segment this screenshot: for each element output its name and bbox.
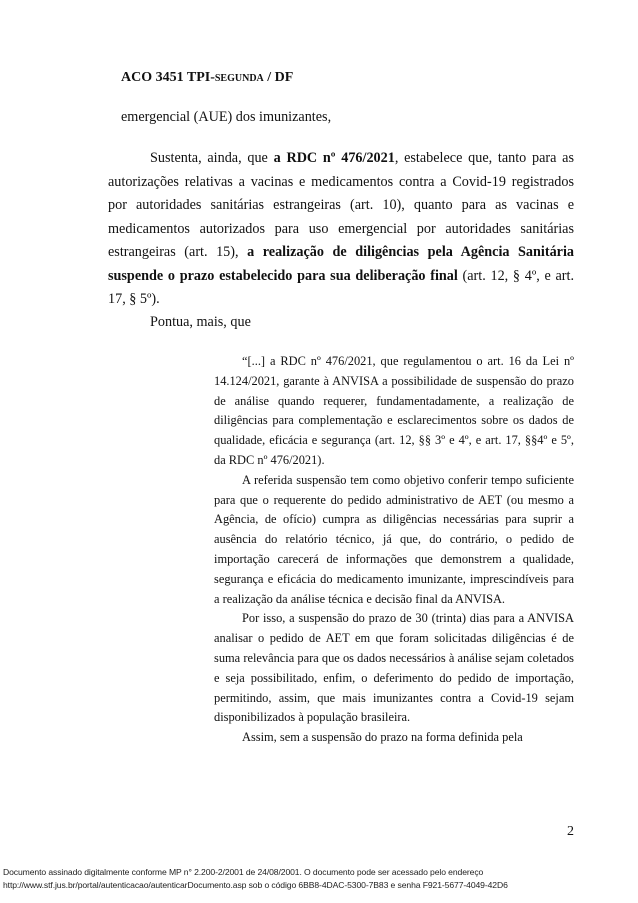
footer-line-1: Documento assinado digitalmente conforme MP n° 2.200-2/2001 de 24/08/2001. O documento pode ser acessado pelo endereço bbox=[3, 867, 484, 877]
quote-paragraph-3: Por isso, a suspensão do prazo de 30 (trinta) dias para a ANVISA analisar o pedido de AET em que foram solicitadas diligências é de suma relevância para que os dados necessários à análise sejam coletados e seja possibilitado, enfim, o deferimento do pedido de importação, permitindo, assim, que mais imunizantes contra a Covid-19 sejam disponibilizados à população brasileira. bbox=[214, 611, 574, 725]
sustenta-text-2: , estabelece que, tanto para as autorizações relativas a vacinas e medicamentos contra a Covid-19 registrados por autoridades sanitárias estrangeiras (art. 10), quanto para as vacinas e medicamentos autorizados para uso emergencial por autoridades sanitárias estrangeiras (art. 15), bbox=[108, 150, 574, 260]
sustenta-bold-1: a RDC nº 476/2021 bbox=[273, 150, 395, 166]
sustenta-text-3: (art. 12, § 4º, e art. 17, § 5º). bbox=[108, 267, 574, 307]
sustenta-text-1: Sustenta, ainda, que bbox=[150, 150, 274, 166]
page-number: 2 bbox=[567, 824, 574, 839]
block-quote bbox=[214, 352, 574, 748]
sustenta-bold-2: a realização de diligências pela Agência Sanitária suspende o prazo estabelecido para sua deliberação final bbox=[108, 244, 574, 284]
case-header bbox=[121, 70, 293, 86]
pontua-paragraph: Pontua, mais, que bbox=[150, 314, 251, 330]
quote-paragraph-1: “[...] a RDC nº 476/2021, que regulamentou o art. 16 da Lei nº 14.124/2021, garante à ANVISA a possibilidade de suspensão do prazo de análise quando requerer, fundamentadamente, a realização de diligências para complementação e esclarecimentos sobre os dados de qualidade, eficácia e segurança (art. 12, §§ 3º e 4º, e art. 17, §§4º e 5º, da RDC nº 476/2021). bbox=[214, 354, 574, 467]
case-small-caps: segunda bbox=[214, 70, 264, 85]
sustenta-paragraph bbox=[108, 147, 574, 312]
signature-footer bbox=[3, 866, 635, 891]
intro-paragraph: emergencial (AUE) dos imunizantes, bbox=[121, 109, 332, 125]
quote-paragraph-4: Assim, sem a suspensão do prazo na forma definida pela bbox=[242, 730, 523, 745]
case-prefix: ACO 3451 TPI- bbox=[121, 70, 215, 85]
case-suffix: / DF bbox=[263, 70, 294, 85]
quote-paragraph-2: A referida suspensão tem como objetivo conferir tempo suficiente para que o requerente do pedido administrativo de AET (ou mesmo a Agência, de ofício) cumpra as diligências necessárias para suprir a ausência do relatório técnico, já que, do contrário, o pedido de importação carecerá de informações que demonstrem a qualidade, segurança e eficácia do medicamento imunizante, imprescindíveis para a realização da análise técnica e decisão final da ANVISA. bbox=[214, 472, 574, 606]
footer-line-2: http://www.stf.jus.br/portal/autenticacao/autenticarDocumento.asp sob o código 6BB8-4DAC-5300-7B83 e senha F921-5677-4049-42D6 bbox=[3, 879, 508, 890]
